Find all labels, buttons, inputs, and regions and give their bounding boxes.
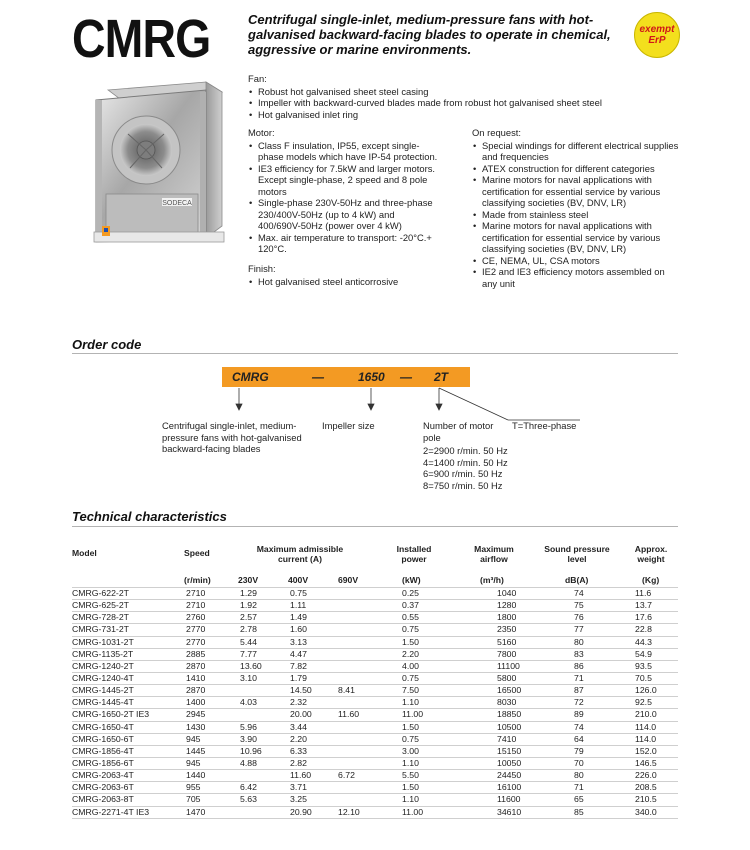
table-row [72, 733, 678, 745]
table-row [72, 672, 678, 684]
table-cell: 7.77 [240, 648, 257, 659]
table-cell: 2760 [186, 612, 206, 623]
table-cell: 1.50 [402, 636, 419, 647]
table-cell: 11100 [497, 660, 520, 671]
table-cell: 0.75 [402, 733, 419, 744]
order-code-poles-desc: Number of motor pole [423, 420, 494, 443]
table-cell: 92.5 [635, 697, 652, 708]
table-cell: 4.88 [240, 757, 257, 768]
table-cell: 70 [574, 757, 584, 768]
on-request-section [472, 127, 682, 289]
table-cell: 13.60 [240, 660, 262, 671]
table-cell: 1.10 [402, 757, 419, 768]
table-cell: 340.0 [635, 806, 657, 817]
table-cell: 7410 [497, 733, 517, 744]
table-row [72, 599, 678, 611]
table-cell: 114.0 [635, 721, 657, 732]
table-row [72, 611, 678, 623]
table-cell: 3.44 [290, 721, 307, 732]
product-image [88, 76, 228, 246]
table-cell: CMRG-1445-2T [72, 685, 134, 696]
table-cell: 64 [574, 733, 584, 744]
table-cell: 11.00 [402, 709, 424, 720]
table-cell: 87 [574, 685, 584, 696]
table-cell: 1440 [186, 770, 206, 781]
table-cell: CMRG-1650-6T [72, 733, 134, 744]
table-cell: 6.72 [338, 770, 355, 781]
col-header-speed: Speed [184, 548, 210, 558]
table-cell: 13.7 [635, 600, 652, 611]
table-cell: 14.50 [290, 685, 312, 696]
table-cell: 2770 [186, 624, 206, 635]
table-row [72, 806, 678, 819]
table-cell: 20.90 [290, 806, 312, 817]
table-cell: 945 [186, 757, 201, 768]
table-row [72, 769, 678, 781]
table-cell: 2.20 [402, 648, 419, 659]
table-cell: CMRG-2063-8T [72, 794, 134, 805]
table-row [72, 623, 678, 635]
table-row [72, 684, 678, 696]
pole-option: 2=2900 r/min. 50 Hz [423, 445, 508, 456]
table-cell: 54.9 [635, 648, 652, 659]
table-row [72, 696, 678, 708]
table-cell: 6.33 [290, 745, 307, 756]
table-cell: 85 [574, 806, 584, 817]
table-cell: 2870 [186, 660, 206, 671]
table-cell: 146.5 [635, 757, 657, 768]
table-cell: 126.0 [635, 685, 657, 696]
table-cell: 1430 [186, 721, 206, 732]
table-cell: 2885 [186, 648, 206, 659]
unit-230v: 230V [238, 575, 259, 585]
table-cell: 15150 [497, 745, 522, 756]
table-cell: 1400 [186, 697, 206, 708]
unit-weight: (Kg) [642, 575, 660, 585]
on-request-item: • ATEX construction for different categories [472, 163, 682, 175]
table-cell: 1800 [497, 612, 517, 623]
table-cell: 8030 [497, 697, 517, 708]
table-cell: 6.42 [240, 782, 257, 793]
table-row [72, 587, 678, 599]
erp-exempt-badge [634, 12, 680, 58]
table-cell: CMRG-728-2T [72, 612, 129, 623]
table-cell: 79 [574, 745, 584, 756]
table-cell: 71 [574, 672, 584, 683]
on-request-heading: On request: [472, 127, 521, 138]
table-cell: 0.75 [402, 672, 419, 683]
unit-power: (kW) [402, 575, 421, 585]
table-cell: 2.78 [240, 624, 257, 635]
product-title: CMRG [72, 9, 211, 69]
motor-section [248, 127, 438, 255]
table-cell: 2770 [186, 636, 206, 647]
table-cell: 1.11 [290, 600, 307, 611]
table-cell: 208.5 [635, 782, 657, 793]
table-row [72, 636, 678, 648]
table-cell: 0.25 [402, 588, 419, 598]
table-cell: 16500 [497, 685, 522, 696]
table-cell: 705 [186, 794, 201, 805]
table-cell: 5.50 [402, 770, 419, 781]
on-request-item: • Marine motors for naval applications with certification for essential service by various classifying societies (BV, DNV, LR) [472, 174, 682, 209]
table-cell: CMRG-1650-4T [72, 721, 134, 732]
tech-heading: Technical characteristics [72, 509, 227, 524]
unit-400v: 400V [288, 575, 309, 585]
col-header-weight: Approx. weight [634, 544, 668, 564]
table-cell: 1.49 [290, 612, 307, 623]
table-row [72, 793, 678, 805]
table-cell: 10050 [497, 757, 522, 768]
on-request-item: • IE2 and IE3 efficiency motors assembled on any unit [472, 266, 682, 289]
table-cell: 2.57 [240, 612, 257, 623]
table-cell: 10.96 [240, 745, 262, 756]
table-cell: 7800 [497, 648, 517, 659]
table-cell: 1.10 [402, 697, 419, 708]
table-cell: CMRG-1445-4T [72, 697, 134, 708]
table-cell: 2870 [186, 685, 206, 696]
table-cell: 70.5 [635, 672, 652, 683]
table-cell: 3.10 [240, 672, 257, 683]
pole-option: 4=1400 r/min. 50 Hz [423, 456, 508, 468]
table-cell: 8.41 [338, 685, 355, 696]
table-cell: 11.60 [338, 709, 360, 720]
table-cell: 226.0 [635, 770, 657, 781]
table-cell: 74 [574, 721, 584, 732]
unit-airflow: (m³/h) [480, 575, 504, 585]
motor-heading: Motor: [248, 127, 275, 138]
table-cell: 4.47 [290, 648, 307, 659]
finish-section [248, 263, 438, 287]
table-cell: 11.6 [635, 588, 652, 598]
table-cell: 5800 [497, 672, 517, 683]
table-cell: 17.6 [635, 612, 652, 623]
table-cell: 10500 [497, 721, 522, 732]
table-cell: 3.13 [290, 636, 307, 647]
table-cell: 93.5 [635, 660, 652, 671]
table-cell: 12.10 [338, 806, 360, 817]
table-cell: 5.63 [240, 794, 257, 805]
table-cell: 152.0 [635, 745, 657, 756]
table-cell: CMRG-1135-2T [72, 648, 134, 659]
table-cell: 1.50 [402, 782, 419, 793]
product-subtitle: Centrifugal single-inlet, medium-pressure fans with hot-galvanised backward-facing blades to operate in chemical, aggressive or marine environments. [248, 12, 611, 57]
table-cell: 2945 [186, 709, 206, 720]
table-cell: 1445 [186, 745, 206, 756]
table-cell: 76 [574, 612, 584, 623]
table-cell: 2.20 [290, 733, 307, 744]
on-request-item: • Special windings for different electrical supplies and frequencies [472, 140, 682, 163]
table-cell: 75 [574, 600, 584, 611]
table-cell: 1.79 [290, 672, 307, 683]
order-code-model-desc: Centrifugal single-inlet, medium-pressure fans with hot-galvanised backward-facing blades [162, 420, 302, 454]
table-cell: 114.0 [635, 733, 657, 744]
table-cell: 11.60 [290, 770, 312, 781]
table-cell: 0.37 [402, 600, 419, 611]
table-cell: CMRG-622-2T [72, 588, 129, 598]
table-cell: 72 [574, 697, 584, 708]
motor-item: • Max. air temperature to transport: -20°C.+ 120°C. [248, 232, 438, 255]
table-cell: CMRG-1240-4T [72, 672, 134, 683]
tech-divider [72, 526, 678, 527]
table-cell: 80 [574, 770, 584, 781]
table-cell: 4.03 [240, 697, 257, 708]
table-cell: 18850 [497, 709, 522, 720]
col-header-model: Model [72, 548, 97, 558]
on-request-item: • Made from stainless steel [472, 209, 682, 221]
table-cell: 2710 [186, 600, 206, 611]
table-row [72, 757, 678, 769]
table-cell: 1.92 [240, 600, 257, 611]
fan-item: • Hot galvanised inlet ring [248, 109, 648, 121]
table-cell: 3.25 [290, 794, 307, 805]
order-code-divider [72, 353, 678, 354]
table-cell: 1470 [186, 806, 206, 817]
table-cell: CMRG-1240-2T [72, 660, 134, 671]
table-cell: 80 [574, 636, 584, 647]
fan-heading: Fan: [248, 73, 267, 84]
table-cell: 20.00 [290, 709, 312, 720]
technical-table [72, 587, 678, 819]
table-row [72, 708, 678, 720]
table-cell: 5.96 [240, 721, 257, 732]
order-code-phase-desc: T=Three-phase [512, 420, 577, 431]
badge-line-2: ErP [648, 35, 666, 46]
table-cell: 1.29 [240, 588, 257, 598]
on-request-item: • CE, NEMA, UL, CSA motors [472, 255, 682, 267]
table-cell: 83 [574, 648, 584, 659]
code-size: 1650 [358, 370, 385, 384]
table-cell: 1280 [497, 600, 517, 611]
table-cell: 86 [574, 660, 584, 671]
table-cell: 11600 [497, 794, 521, 805]
table-cell: 955 [186, 782, 201, 793]
table-cell: 89 [574, 709, 584, 720]
unit-speed: (r/min) [184, 575, 211, 585]
finish-heading: Finish: [248, 263, 276, 274]
pole-option: 6=900 r/min. 50 Hz [423, 468, 503, 479]
table-cell: CMRG-625-2T [72, 600, 129, 611]
code-model: CMRG [232, 370, 269, 384]
table-cell: 24450 [497, 770, 522, 781]
motor-item: • Single-phase 230V-50Hz and three-phase 230/400V-50Hz (up to 4 kW) and 400/690V-50Hz (power over 4 kW) [248, 197, 438, 232]
table-cell: CMRG-2271-4T IE3 [72, 806, 150, 817]
table-row [72, 721, 678, 733]
table-cell: CMRG-1856-4T [72, 745, 134, 756]
order-code-poles-list [423, 445, 508, 491]
col-header-current: Maximum admissible current (A) [256, 544, 344, 564]
table-cell: 0.55 [402, 612, 419, 623]
table-cell: 71 [574, 782, 584, 793]
table-cell: 2350 [497, 624, 517, 635]
fan-section [248, 73, 648, 120]
table-cell: 22.8 [635, 624, 652, 635]
table-cell: 74 [574, 588, 584, 598]
table-cell: CMRG-1650-2T IE3 [72, 709, 150, 720]
table-cell: CMRG-1031-2T [72, 636, 134, 647]
table-cell: 210.0 [635, 709, 657, 720]
table-cell: 77 [574, 624, 584, 635]
order-code-heading: Order code [72, 337, 142, 352]
fan-item: • Impeller with backward-curved blades made from robust hot galvanised sheet steel [248, 97, 648, 109]
table-row [72, 745, 678, 757]
table-cell: 65 [574, 794, 584, 805]
table-cell: 1040 [497, 588, 517, 598]
table-cell: 34610 [497, 806, 522, 817]
col-header-power: Installed power [396, 544, 432, 564]
table-row [72, 781, 678, 793]
table-cell: 1.50 [402, 721, 419, 732]
table-cell: 3.90 [240, 733, 257, 744]
code-poles: 2T [434, 370, 449, 384]
table-cell: 0.75 [290, 588, 307, 598]
table-cell: 210.5 [635, 794, 657, 805]
table-row [72, 660, 678, 672]
unit-690v: 690V [338, 575, 359, 585]
finish-item: • Hot galvanised steel anticorrosive [248, 276, 438, 288]
order-code-size-desc: Impeller size [322, 420, 375, 431]
fan-item: • Robust hot galvanised sheet steel casing [248, 86, 648, 98]
order-code-bar [222, 367, 470, 387]
col-header-airflow: Maximum airflow [474, 544, 514, 564]
table-cell: 2.32 [290, 697, 307, 708]
table-cell: 44.3 [635, 636, 652, 647]
pole-option: 8=750 r/min. 50 Hz [423, 479, 503, 491]
table-cell: 2.82 [290, 757, 307, 768]
table-cell: 1.60 [290, 624, 307, 635]
table-cell: 16100 [497, 782, 522, 793]
brand-label: SODECA [162, 200, 192, 207]
table-cell: 1.10 [402, 794, 419, 805]
table-cell: CMRG-2063-4T [72, 770, 134, 781]
table-cell: CMRG-2063-6T [72, 782, 134, 793]
on-request-item: • Marine motors for naval applications with certification for essential service by various classifying societies (BV, DNV, LR) [472, 220, 682, 255]
table-cell: 0.75 [402, 624, 419, 635]
code-dash-1: — [312, 370, 324, 384]
table-cell: 5160 [497, 636, 517, 647]
code-dash-2: — [400, 370, 412, 384]
table-cell: 7.50 [402, 685, 419, 696]
motor-item: • Class F insulation, IP55, except single-phase models which have IP-54 protection. [248, 140, 438, 163]
table-cell: CMRG-731-2T [72, 624, 129, 635]
col-header-sound: Sound pressure level [544, 544, 610, 564]
table-cell: 3.71 [290, 782, 307, 793]
table-row [72, 648, 678, 660]
table-cell: 5.44 [240, 636, 257, 647]
table-cell: CMRG-1856-6T [72, 757, 134, 768]
table-cell: 3.00 [402, 745, 419, 756]
table-cell: 7.82 [290, 660, 307, 671]
badge-line-1: exempt [639, 24, 675, 35]
motor-item: • IE3 efficiency for 7.5kW and larger motors. Except single-phase, 2 speed and 8 pole motors [248, 163, 438, 198]
table-cell: 945 [186, 733, 201, 744]
table-cell: 11.00 [402, 806, 424, 817]
table-cell: 4.00 [402, 660, 419, 671]
unit-sound: dB(A) [565, 575, 589, 585]
table-cell: 2710 [186, 588, 206, 598]
table-cell: 1410 [186, 672, 206, 683]
